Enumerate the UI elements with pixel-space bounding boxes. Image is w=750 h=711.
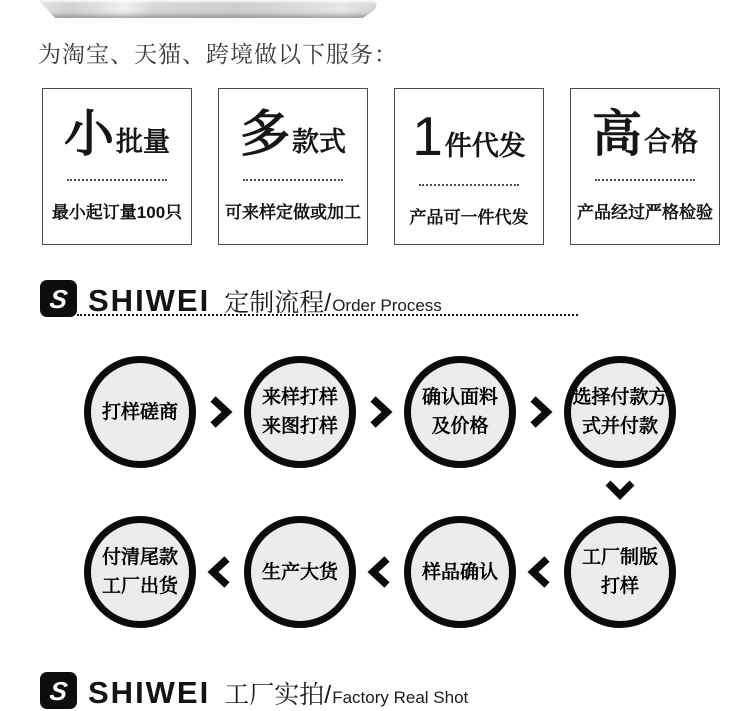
- service-box-desc: 产品经过严格检验: [577, 203, 713, 222]
- service-box-desc: 可来样定做或加工: [225, 203, 361, 222]
- shiwei-logo: [40, 672, 77, 709]
- shiwei-logo-icon: S: [47, 675, 70, 706]
- section-title-cn: 定制流程/: [224, 289, 332, 317]
- service-box-small-batch: [42, 88, 192, 245]
- order-step-circle: [244, 356, 356, 468]
- service-box-big-char: 小: [64, 106, 114, 162]
- step-label-line: 选择付款方: [572, 387, 668, 408]
- step-label-line: 生产大货: [261, 561, 338, 583]
- arrow-left-icon: [208, 556, 232, 588]
- service-box-many-styles: [218, 88, 368, 245]
- service-box-dropship: [394, 88, 544, 245]
- step-label-line: 工厂制版: [581, 547, 658, 568]
- order-step-circle: [84, 356, 196, 468]
- service-box-small-text: 合格: [644, 127, 698, 157]
- service-box-high-quality: [570, 88, 720, 245]
- service-box-title: [64, 106, 170, 162]
- service-box-desc: 最小起订量100只: [51, 203, 183, 222]
- brand-name: SHIWEI: [88, 675, 211, 710]
- dotted-divider: [67, 179, 167, 181]
- arrow-right-icon: [528, 396, 552, 428]
- arrow-left-icon: [528, 556, 552, 588]
- header-dotted-line: [77, 314, 578, 316]
- services-heading: 为淘宝、天猫、跨境做以下服务：: [38, 41, 398, 67]
- service-box-small-text: 件代发: [444, 131, 526, 161]
- section-title-en: Order Process: [332, 296, 442, 315]
- dotted-divider: [243, 179, 343, 181]
- order-step-circle: [564, 516, 676, 628]
- order-step-circle: [404, 356, 516, 468]
- service-box-big-char: 1: [412, 105, 443, 167]
- arrow-left-icon: [368, 556, 392, 588]
- product-photo-remnant: [40, 0, 378, 18]
- step-label-line: 付清尾款: [101, 547, 178, 568]
- factory-real-shot-header: [88, 675, 468, 711]
- step-label-line: 式并付款: [581, 416, 658, 437]
- step-label-line: 及价格: [431, 416, 489, 437]
- shiwei-logo: [40, 280, 77, 317]
- service-box-small-text: 款式: [292, 127, 346, 157]
- order-step-circle: [244, 516, 356, 628]
- service-box-title: [592, 106, 698, 162]
- service-boxes-row: [42, 88, 720, 245]
- arrow-down-icon: [605, 479, 635, 499]
- step-label-line: 打样: [600, 576, 639, 597]
- dotted-divider: [419, 184, 519, 186]
- step-label-line: 样品确认: [421, 561, 498, 583]
- service-box-big-char: 高: [592, 106, 642, 162]
- step-label-line: 工厂出货: [101, 576, 178, 597]
- dotted-divider: [595, 179, 695, 181]
- step-label-line: 确认面料: [421, 387, 498, 408]
- service-box-title: [240, 106, 346, 162]
- service-box-small-text: 批量: [116, 127, 170, 157]
- service-box-big-char: 多: [240, 106, 290, 162]
- order-step-circle: [564, 356, 676, 468]
- service-box-title: [412, 105, 526, 167]
- step-label-line: 来样打样: [261, 387, 338, 408]
- arrow-right-icon: [368, 396, 392, 428]
- service-box-desc: 产品可一件代发: [409, 208, 529, 227]
- brand-name: SHIWEI: [88, 283, 211, 318]
- step-label-line: 打样磋商: [101, 401, 178, 423]
- arrow-right-icon: [208, 396, 232, 428]
- section-title-en: Factory Real Shot: [332, 688, 469, 707]
- order-step-circle: [84, 516, 196, 628]
- order-step-circle: [404, 516, 516, 628]
- section-title-cn: 工厂实拍/: [224, 681, 332, 709]
- step-label-line: 来图打样: [261, 416, 338, 437]
- shiwei-logo-icon: S: [47, 283, 70, 314]
